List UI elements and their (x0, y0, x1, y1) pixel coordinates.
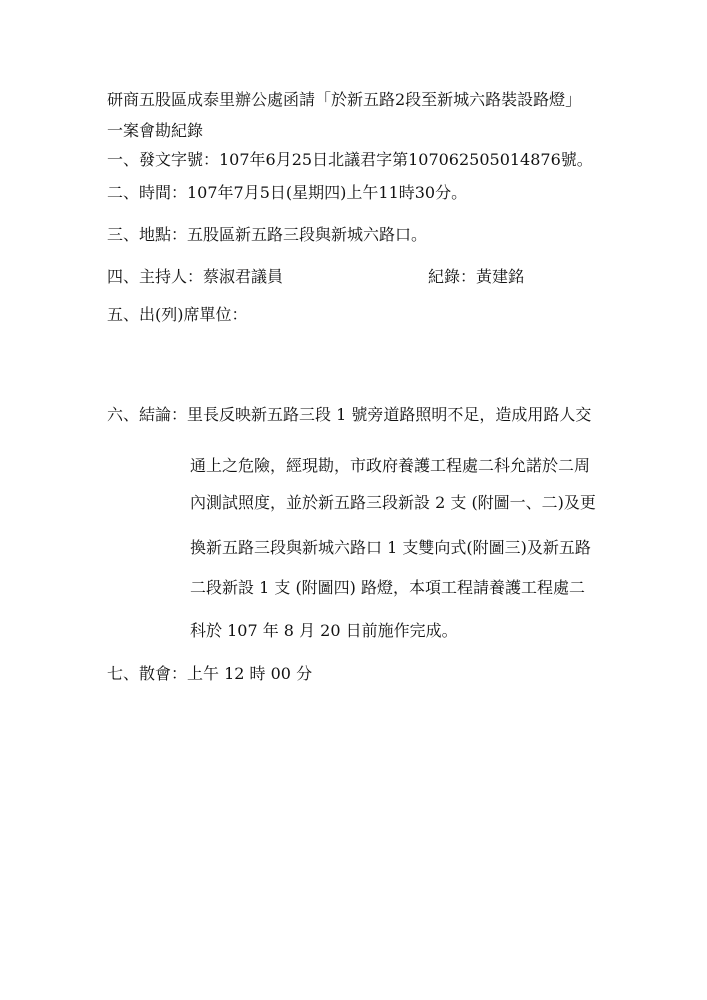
document-title-line2: 一案會勘紀錄 (107, 121, 204, 140)
item-conclusion-line3: 內測試照度，並於新五路三段新設 2 支 (附圖一、二)及更 (190, 493, 596, 512)
item-recorder: 紀錄：黃建銘 (428, 267, 525, 286)
document-title-line1: 研商五股區成泰里辦公處函請「於新五路2段至新城六路裝設路燈」 (107, 90, 582, 109)
item-conclusion-line4: 換新五路三段與新城六路口 1 支雙向式(附圖三)及新五路 (190, 538, 591, 557)
item-time: 二、時間：107年7月5日(星期四)上午11時30分。 (107, 183, 468, 202)
item-host: 四、主持人：蔡淑君議員 (107, 267, 284, 286)
item-adjournment: 七、散會：上午 12 時 00 分 (107, 664, 313, 683)
item-conclusion-line1: 六、結論：里長反映新五路三段 1 號旁道路照明不足，造成用路人交 (107, 405, 592, 424)
item-conclusion-line2: 通上之危險，經現勘，市政府養護工程處二科允諾於二周 (190, 456, 591, 475)
item-attendees: 五、出(列)席單位： (107, 305, 248, 324)
item-location: 三、地點：五股區新五路三段與新城六路口。 (107, 225, 428, 244)
item-document-number: 一、發文字號：107年6月25日北議君字第107062505014876號。 (107, 150, 593, 169)
item-conclusion-line5: 二段新設 1 支 (附圖四) 路燈，本項工程請養護工程處二 (190, 578, 586, 597)
item-conclusion-line6: 科於 107 年 8 月 20 日前施作完成。 (190, 621, 458, 640)
